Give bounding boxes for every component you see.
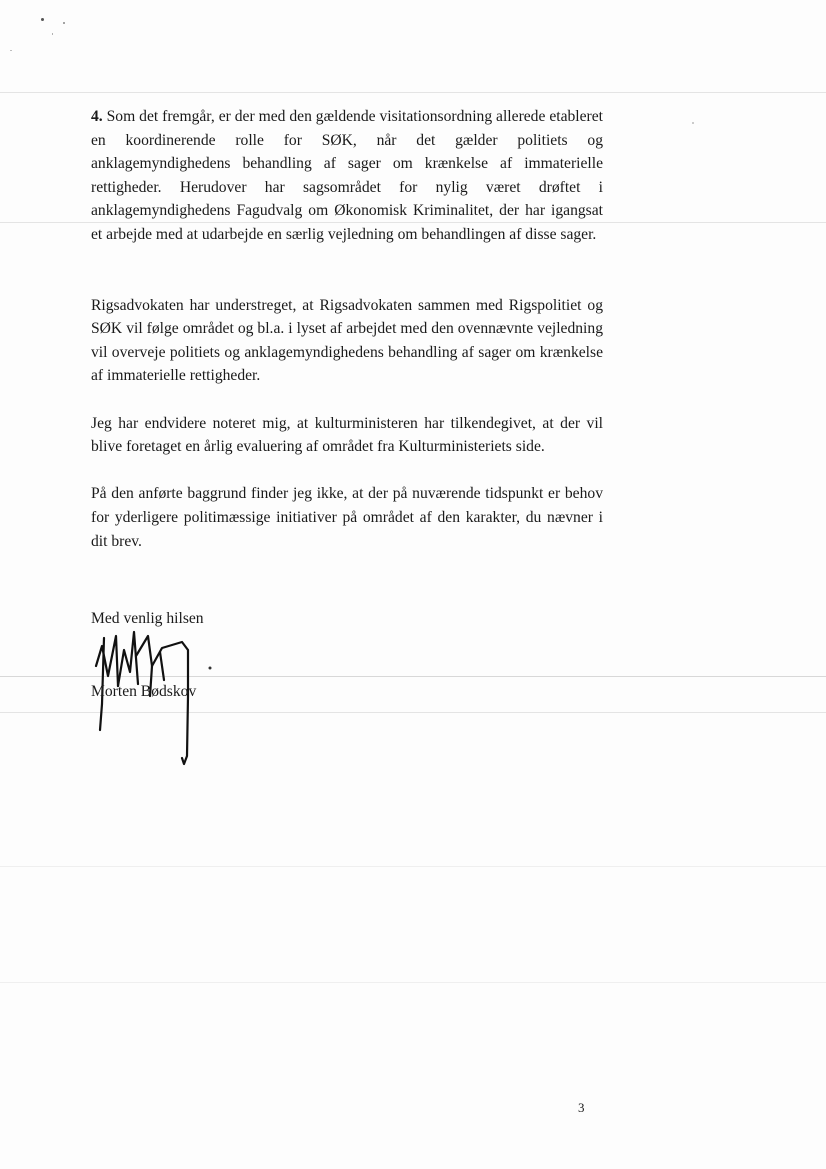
scan-speck <box>52 33 53 35</box>
signer-name: Morten Bødskov <box>91 683 197 700</box>
paragraph-kulturminister <box>91 412 603 459</box>
paragraph-4 <box>91 105 603 247</box>
paragraph-rigsadvokaten <box>91 294 603 388</box>
paragraph-conclusion <box>91 482 603 553</box>
paragraph-text: Rigsadvokaten har understreget, at Rigsadvokaten sammen med Rigspolitiet og SØK vil følge området og bl.a. i lyset af arbejdet med den ovennævnte vejledning vil overveje politiets og anklagemyndighedens behandling af sager om krænkelse af immaterielle rettigheder. <box>91 296 603 385</box>
scan-line <box>0 92 826 93</box>
scan-speck <box>10 50 12 51</box>
scan-line <box>0 982 826 983</box>
closing-greeting: Med venlig hilsen <box>91 610 204 627</box>
page-number: 3 <box>578 1100 585 1115</box>
paragraph-text: Som det fremgår, er der med den gældende visitationsordning allerede etableret en koordinerende rolle for SØK, når det gælder politiets og anklagemyndighedens behandling af sager om krænkelse af immaterielle rettigheder. Herudover har sagsområdet for nylig været drøftet i anklagemyndighedens Fagudvalg om Økonomisk Kriminalitet, der har igangsat et arbejde med at udarbejde en særlig vejledning om behandlingen af disse sager. <box>91 108 603 243</box>
scan-speck <box>41 18 44 21</box>
scan-speck <box>692 122 694 124</box>
paragraph-number: 4. <box>91 108 103 125</box>
scan-line <box>0 866 826 867</box>
letter-body <box>91 105 603 577</box>
scan-speck <box>63 22 65 24</box>
paragraph-text: På den anførte baggrund finder jeg ikke, at der på nuværende tidspunkt er behov for yderligere politimæssige initiativer på området af den karakter, du nævner i dit brev. <box>91 485 603 550</box>
paragraph-text: Jeg har endvidere noteret mig, at kulturministeren har tilkendegivet, at der vil blive foretaget en årlig evaluering af området fra Kulturministeriets side. <box>91 414 603 456</box>
